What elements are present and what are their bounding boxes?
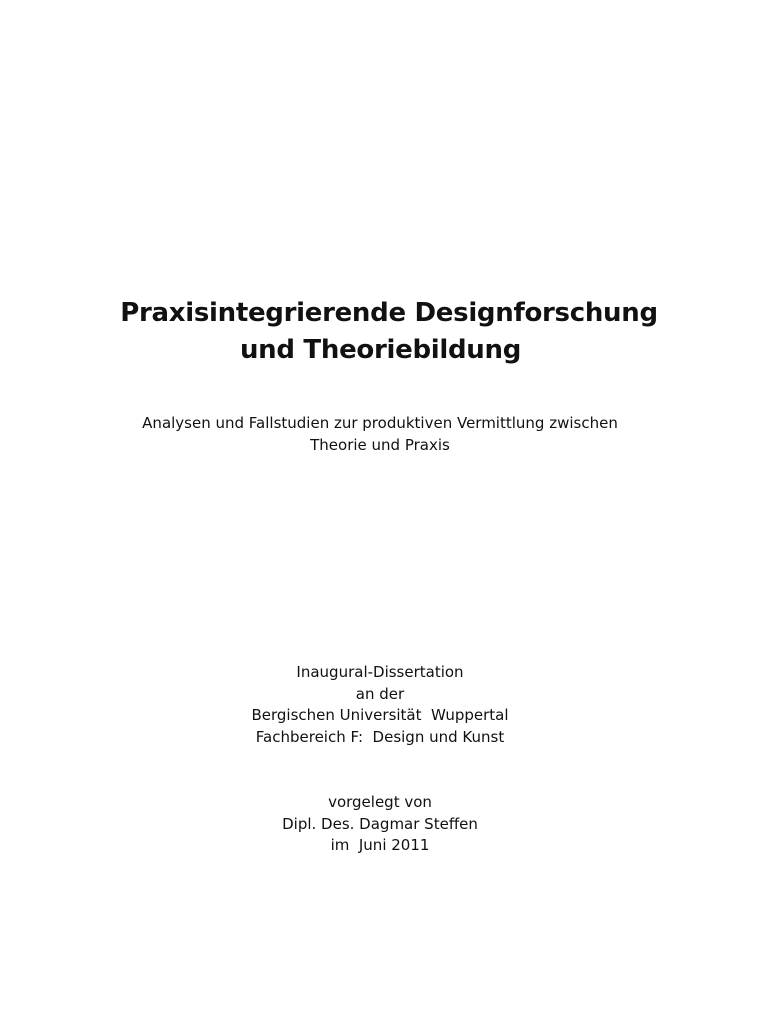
- dissertation-info: [0, 662, 760, 748]
- dissertation-type: Inaugural-Dissertation: [296, 663, 464, 681]
- author-name: Dipl. Des. Dagmar Steffen: [282, 814, 478, 833]
- subtitle-line-1: Analysen und Fallstudien zur produktiven Vermittlung zwischen: [142, 414, 618, 432]
- department-name: Fachbereich F: Design und Kunst: [255, 727, 505, 746]
- submitted-by-label: vorgelegt von: [328, 793, 432, 811]
- title-line-1: Praxisintegrierende Designforschung: [120, 298, 658, 328]
- dissertation-subtitle: [0, 412, 760, 456]
- dissertation-preposition: an der: [355, 684, 405, 703]
- subtitle-line-2: Theorie und Praxis: [310, 436, 450, 454]
- university-name: Bergischen Universität Wuppertal: [251, 706, 509, 724]
- submission-date: im Juni 2011: [330, 836, 430, 854]
- submission-info: [0, 792, 760, 857]
- title-line-2: und Theoriebildung: [239, 335, 522, 365]
